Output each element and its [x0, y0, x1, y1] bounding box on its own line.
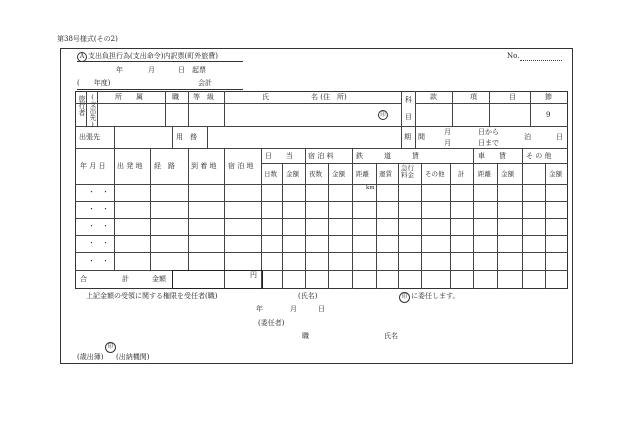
tokyu-label: 等 級	[193, 93, 214, 101]
sub-nitto-kingaku: 金額	[286, 170, 299, 178]
bottom-seal-mark: 印	[105, 342, 116, 353]
moku-label: 目	[405, 113, 412, 121]
number-label: No.	[507, 52, 520, 60]
sub-sonota-kingaku: 金額	[549, 170, 562, 178]
traveler-sub-label: (支出先)	[88, 93, 97, 129]
sub-shachin-kingaku: 金額	[501, 170, 514, 178]
period-month-2: 月	[444, 139, 451, 147]
col-depart: 出 発 地	[117, 162, 143, 170]
delegation-day: 日	[318, 305, 325, 313]
total-kingaku-label: 金額	[152, 275, 166, 283]
delegation-month: 月	[290, 305, 297, 313]
fiscal-year-label: ( 年度)	[77, 79, 111, 87]
col-shachin: 車 賃	[478, 152, 506, 160]
hi-label: 日	[556, 133, 563, 141]
shutsuno-label: (出納機関)	[116, 353, 150, 361]
circle-a-mark: A	[77, 52, 87, 62]
ko-label: 項	[470, 93, 477, 101]
sub-nissu: 日数	[264, 170, 277, 178]
kaikei-label: 会計	[198, 79, 212, 87]
moku2-label: 目	[509, 93, 516, 101]
col-tetsudo: 鉄 道 賃	[356, 152, 419, 160]
delegator-shoku: 職	[302, 332, 309, 340]
col-shukuhaku: 宿 泊 料	[308, 152, 334, 160]
date-placeholder-1[interactable]: ・ ・	[88, 188, 109, 196]
ka-label: 科	[405, 96, 412, 104]
shozoku-label: 所 属	[115, 93, 143, 101]
period-month-1: 月	[444, 128, 451, 136]
col-route: 経 路	[154, 162, 175, 170]
km-unit: km	[366, 185, 375, 191]
delegation-seal-mark: 印	[399, 292, 410, 303]
sub-kyori2: 距離	[478, 170, 491, 178]
haku-label: 泊	[524, 133, 531, 141]
setsu-label: 節	[545, 93, 552, 101]
traveler-label: 旅行者	[78, 95, 86, 116]
date-placeholder-5[interactable]: ・ ・	[88, 257, 109, 265]
setsu-value: 9	[546, 111, 551, 119]
delegator-label: (委任者)	[258, 319, 285, 327]
kan-label: 款	[430, 93, 437, 101]
yen-label: 円	[250, 271, 257, 279]
col-nitto: 日 当	[265, 152, 293, 160]
delegation-text: 上記金額の受領に関する権限を受任者(職)	[86, 292, 218, 300]
form-title: 支出負担行為(支出命令)内訳票(町外旅費)	[88, 52, 218, 60]
sub-sonota: その他	[425, 170, 445, 178]
period-label: 期 間	[404, 133, 425, 141]
col-stay: 宿 泊 地	[228, 162, 254, 170]
fiscal-underline	[77, 89, 243, 90]
col-sonota: そ の 他	[526, 152, 552, 160]
name-address-label: 氏 名 (住 所)	[262, 93, 347, 101]
col-arrive: 到 着 地	[191, 162, 217, 170]
sub-kyori: 距離	[356, 170, 369, 178]
delegator-shimei: 氏名	[384, 332, 398, 340]
form-number-label: 第38号様式(その2)	[57, 35, 118, 43]
destination-label: 出張先	[79, 133, 100, 141]
date-placeholder-3[interactable]: ・ ・	[88, 222, 109, 230]
title-underline	[77, 61, 243, 62]
sub-yasu: 夜数	[309, 170, 322, 178]
period-from-label: 日から	[478, 128, 499, 136]
total-label: 合 計	[80, 275, 129, 283]
travel-expense-grid	[75, 91, 568, 289]
delegation-shimei: (氏名)	[298, 292, 318, 300]
purpose-label: 用 務	[176, 133, 197, 141]
sub-shukuhaku-kingaku: 金額	[332, 170, 345, 178]
delegation-tail: に委任します。	[411, 292, 460, 300]
date-month-label: 月	[148, 66, 155, 74]
sub-unchin: 運賃	[379, 170, 392, 178]
kiso-label: 起票	[192, 66, 206, 74]
date-placeholder-4[interactable]: ・ ・	[88, 239, 109, 247]
sub-kyuko: 急行料金	[401, 164, 414, 179]
delegation-year: 年	[256, 305, 263, 313]
saishutsubo-label: (歳出簿)	[77, 353, 104, 361]
col-date: 年 月 日	[80, 162, 106, 170]
period-to-label: 日まで	[478, 139, 499, 147]
date-day-label: 日	[178, 66, 185, 74]
shoku-label: 職	[172, 93, 179, 101]
number-field[interactable]	[520, 60, 562, 61]
traveler-seal-mark: 印	[378, 110, 388, 120]
date-year-label: 年	[116, 66, 123, 74]
date-placeholder-2[interactable]: ・ ・	[88, 205, 109, 213]
sub-kei: 計	[458, 170, 465, 178]
